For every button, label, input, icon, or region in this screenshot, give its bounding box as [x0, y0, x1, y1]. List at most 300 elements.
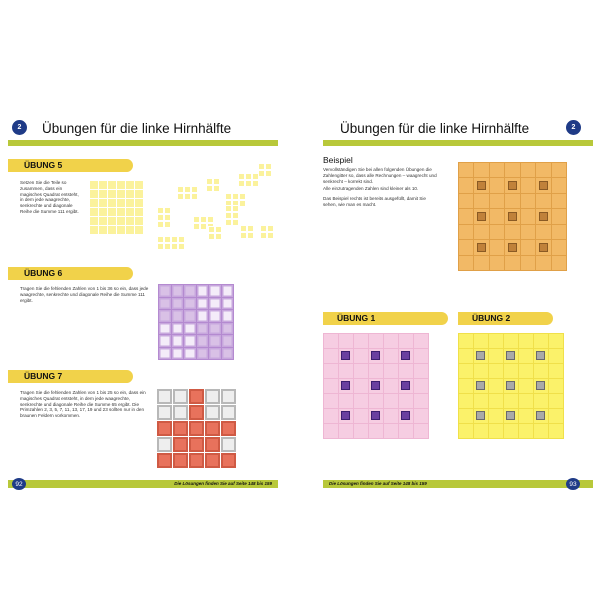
grid-cell: [549, 349, 563, 363]
u5-piece-cell: [238, 173, 245, 180]
u5-piece-cell: [164, 243, 171, 250]
u5-piece-cell: [240, 232, 247, 239]
grid-cell: [519, 334, 533, 348]
grid-cell: [549, 394, 563, 408]
u7-cell: [173, 405, 188, 420]
block-cell: [339, 349, 353, 363]
grid-cell: [552, 178, 566, 192]
u5-piece-cell: [157, 214, 164, 221]
u5-piece-cell: [239, 193, 246, 200]
u5-piece-cell: [265, 170, 272, 177]
u6-cell: [159, 335, 171, 347]
grid-cell: [399, 364, 413, 378]
u5-piece-cell: [191, 193, 198, 200]
block-cell: [505, 178, 519, 192]
u7-cell: [189, 421, 204, 436]
grid-cell: [490, 178, 504, 192]
u5-piece-cell: [238, 180, 245, 187]
block-square: [506, 351, 515, 360]
u5-empty-cell: [117, 199, 125, 207]
grid-cell: [521, 194, 535, 208]
block-square: [506, 411, 515, 420]
u5-piece-cell: [267, 232, 274, 239]
u5-piece-cell: [164, 214, 171, 221]
block-cell: [505, 240, 519, 254]
u5-empty-cell: [90, 190, 98, 198]
grid-cell: [521, 240, 535, 254]
u6-cell: [222, 285, 234, 297]
grid-cell: [459, 240, 473, 254]
grid-cell: [552, 209, 566, 223]
u5-piece-cell: [164, 221, 171, 228]
u5-piece: [177, 186, 198, 200]
u5-empty-cell: [99, 217, 107, 225]
u7-cell: [205, 453, 220, 468]
u6-cell: [209, 310, 221, 322]
u7-cell: [221, 389, 236, 404]
grid-cell: [474, 364, 488, 378]
grid-cell: [459, 334, 473, 348]
grid-cell: [384, 424, 398, 438]
grid-cell: [459, 209, 473, 223]
grid-cell: [505, 225, 519, 239]
grid-cell: [354, 334, 368, 348]
beispiel-grid: [458, 162, 567, 271]
u5-empty-grid: [90, 181, 143, 234]
u5-empty-cell: [135, 190, 143, 198]
u5-piece-cell: [215, 226, 222, 233]
grid-cell: [459, 349, 473, 363]
grid-cell: [339, 334, 353, 348]
u5-piece-cell: [213, 178, 220, 185]
u5-empty-cell: [90, 199, 98, 207]
grid-cell: [354, 364, 368, 378]
u6-cell: [172, 298, 184, 310]
block-cell: [536, 240, 550, 254]
block-square: [371, 381, 380, 390]
block-square: [401, 351, 410, 360]
u5-empty-cell: [117, 226, 125, 234]
block-cell: [505, 209, 519, 223]
grid-cell: [324, 364, 338, 378]
u7-cell: [173, 437, 188, 452]
grid-cell: [459, 394, 473, 408]
grid-cell: [474, 394, 488, 408]
u5-piece-cell: [177, 193, 184, 200]
u6-cell: [184, 348, 196, 360]
grid-cell: [474, 163, 488, 177]
block-square: [341, 411, 350, 420]
u6-cell: [209, 298, 221, 310]
u5-empty-cell: [126, 226, 134, 234]
u5-piece-cell: [171, 243, 178, 250]
grid-cell: [339, 364, 353, 378]
u7-cell: [157, 421, 172, 436]
u5-empty-cell: [126, 190, 134, 198]
u5-piece-cell: [206, 178, 213, 185]
u5-piece: [208, 226, 222, 240]
right-header-bar: [323, 140, 593, 146]
grid-cell: [490, 256, 504, 270]
u6-cell: [172, 335, 184, 347]
grid-cell: [521, 225, 535, 239]
u6-magic-square: [158, 284, 234, 360]
grid-cell: [519, 364, 533, 378]
grid-cell: [489, 424, 503, 438]
u5-piece-cell: [267, 225, 274, 232]
u6-text: Tragen Sie die fehlenden Zahlen von 1 bis 36 so ein, dass jede waagrechte, senkrechte und diagonale Reihe die Summe 111 ergibt.: [20, 286, 149, 303]
u6-cell: [159, 310, 171, 322]
grid-cell: [384, 379, 398, 393]
u5-empty-cell: [90, 226, 98, 234]
grid-cell: [549, 379, 563, 393]
u5-piece-cell: [164, 236, 171, 243]
grid-cell: [536, 256, 550, 270]
grid-cell: [505, 163, 519, 177]
grid-cell: [489, 364, 503, 378]
grid-cell: [324, 409, 338, 423]
grid-cell: [459, 194, 473, 208]
u5-piece-cell: [225, 205, 232, 212]
u5-piece-cell: [215, 233, 222, 240]
u5-empty-cell: [126, 217, 134, 225]
u5-piece: [225, 205, 239, 226]
u6-cell: [197, 285, 209, 297]
u5-empty-cell: [99, 226, 107, 234]
u5-piece: [157, 236, 185, 250]
grid-cell: [489, 334, 503, 348]
u5-piece-cell: [157, 236, 164, 243]
grid-cell: [324, 394, 338, 408]
grid-cell: [354, 424, 368, 438]
grid-cell: [536, 194, 550, 208]
grid-cell: [489, 409, 503, 423]
grid-cell: [489, 394, 503, 408]
u5-piece-cell: [178, 243, 185, 250]
u5-piece-cell: [239, 200, 246, 207]
block-cell: [339, 409, 353, 423]
beispiel-p3: Das Beispiel rechts ist bereits ausgefüllt, damit Sie sehen, wie man es macht.: [323, 196, 426, 207]
grid-cell: [414, 334, 428, 348]
grid-cell: [549, 364, 563, 378]
u5-piece-cell: [245, 173, 252, 180]
u5-empty-cell: [99, 181, 107, 189]
u6-cell: [172, 310, 184, 322]
block-square: [341, 351, 350, 360]
grid-cell: [505, 194, 519, 208]
right-footer-bar: [323, 480, 593, 488]
ex1-grid: [323, 333, 429, 439]
grid-cell: [459, 424, 473, 438]
u7-cell: [173, 453, 188, 468]
block-cell: [369, 409, 383, 423]
u5-empty-cell: [108, 217, 116, 225]
u5-piece-cell: [193, 216, 200, 223]
u5-empty-cell: [108, 226, 116, 234]
u5-piece-cell: [207, 216, 214, 223]
u5-piece-cell: [157, 221, 164, 228]
block-square: [536, 411, 545, 420]
left-chapter-badge: 2: [12, 120, 27, 135]
grid-cell: [490, 209, 504, 223]
u6-cell: [184, 323, 196, 335]
grid-cell: [384, 394, 398, 408]
grid-cell: [534, 334, 548, 348]
u5-empty-cell: [99, 199, 107, 207]
u5-empty-cell: [108, 199, 116, 207]
u6-cell: [159, 298, 171, 310]
block-square: [536, 381, 545, 390]
u5-piece-cell: [258, 163, 265, 170]
u5-piece-cell: [157, 243, 164, 250]
block-cell: [369, 349, 383, 363]
grid-cell: [552, 240, 566, 254]
grid-cell: [474, 225, 488, 239]
u5-text: Setzen Sie die Teile so zusammen, dass ein magisches Quadrat entsteht, in dem jede waagrechte, senkrechte und diagonale Reihe die Summe 111 ergibt.: [20, 180, 79, 214]
grid-cell: [354, 394, 368, 408]
grid-cell: [354, 379, 368, 393]
u5-piece-cell: [177, 186, 184, 193]
u7-cell: [221, 421, 236, 436]
block-cell: [504, 349, 518, 363]
grid-cell: [339, 424, 353, 438]
u6-cell: [159, 348, 171, 360]
grid-cell: [534, 424, 548, 438]
u5-piece: [240, 225, 254, 239]
u7-cell: [205, 405, 220, 420]
block-square: [506, 381, 515, 390]
u7-cell: [205, 389, 220, 404]
u6-cell: [222, 323, 234, 335]
block-cell: [536, 178, 550, 192]
u5-empty-cell: [126, 199, 134, 207]
grid-cell: [459, 225, 473, 239]
grid-cell: [549, 409, 563, 423]
u5-piece-cell: [258, 170, 265, 177]
block-cell: [399, 379, 413, 393]
grid-cell: [384, 364, 398, 378]
u6-cell: [172, 348, 184, 360]
u5-empty-cell: [108, 181, 116, 189]
u6-cell: [197, 298, 209, 310]
grid-cell: [489, 379, 503, 393]
grid-cell: [369, 394, 383, 408]
u6-cell: [209, 285, 221, 297]
u5-piece-cell: [247, 225, 254, 232]
grid-cell: [504, 334, 518, 348]
u5-piece-cell: [232, 212, 239, 219]
u6-cell: [184, 298, 196, 310]
u7-cell: [173, 421, 188, 436]
grid-cell: [414, 409, 428, 423]
grid-cell: [552, 225, 566, 239]
u5-piece-cell: [213, 185, 220, 192]
block-square: [371, 411, 380, 420]
left-page-number: 92: [12, 478, 26, 490]
u7-cell: [189, 405, 204, 420]
grid-cell: [519, 349, 533, 363]
beispiel-title: Beispiel: [323, 155, 353, 165]
block-square: [476, 381, 485, 390]
grid-cell: [324, 379, 338, 393]
block-square: [476, 411, 485, 420]
grid-cell: [521, 178, 535, 192]
u5-empty-cell: [117, 181, 125, 189]
u5-label: ÜBUNG 5: [8, 159, 133, 172]
grid-cell: [549, 424, 563, 438]
u6-label: ÜBUNG 6: [8, 267, 133, 280]
block-cell: [399, 409, 413, 423]
block-square: [476, 351, 485, 360]
u6-cell: [172, 285, 184, 297]
u5-piece-cell: [193, 223, 200, 230]
u7-cell: [189, 389, 204, 404]
u5-piece-cell: [191, 186, 198, 193]
u5-empty-cell: [117, 208, 125, 216]
u7-cell: [189, 437, 204, 452]
u5-piece-cell: [247, 232, 254, 239]
u6-cell: [209, 323, 221, 335]
u5-piece: [238, 173, 259, 187]
grid-cell: [536, 225, 550, 239]
u5-piece-cell: [232, 219, 239, 226]
beispiel-p1: Vervollständigen Sie bei allen folgenden Übungen die Zahlengitter so, dass alle Rechnungen – waagrecht und senkrecht – korrekt sind.: [323, 167, 437, 184]
grid-cell: [414, 364, 428, 378]
u7-cell: [157, 437, 172, 452]
grid-cell: [459, 163, 473, 177]
u6-cell: [197, 335, 209, 347]
grid-cell: [324, 424, 338, 438]
u5-piece-cell: [200, 216, 207, 223]
u5-piece-cell: [225, 212, 232, 219]
block-cell: [474, 379, 488, 393]
u7-cell: [157, 453, 172, 468]
u6-cell: [222, 298, 234, 310]
grid-cell: [354, 409, 368, 423]
u5-empty-cell: [108, 208, 116, 216]
u5-piece-cell: [225, 193, 232, 200]
u7-cell: [221, 437, 236, 452]
grid-cell: [490, 240, 504, 254]
grid-cell: [552, 194, 566, 208]
block-square: [477, 243, 486, 252]
u5-piece-cell: [206, 185, 213, 192]
grid-cell: [384, 349, 398, 363]
grid-cell: [519, 409, 533, 423]
u5-empty-cell: [108, 190, 116, 198]
block-cell: [369, 379, 383, 393]
grid-cell: [534, 364, 548, 378]
u5-piece-cell: [171, 236, 178, 243]
right-page-number: 93: [566, 478, 580, 490]
u6-cell: [197, 348, 209, 360]
u6-cell: [209, 348, 221, 360]
grid-cell: [369, 334, 383, 348]
grid-cell: [324, 334, 338, 348]
block-cell: [474, 349, 488, 363]
beispiel-p2: Alle einzutragenden Zahlen sind kleiner als 10.: [323, 186, 419, 191]
block-square: [536, 351, 545, 360]
grid-cell: [399, 334, 413, 348]
u5-empty-cell: [90, 217, 98, 225]
u6-cell: [159, 285, 171, 297]
grid-cell: [521, 209, 535, 223]
grid-cell: [519, 424, 533, 438]
u5-piece: [157, 207, 171, 228]
grid-cell: [552, 163, 566, 177]
grid-cell: [490, 163, 504, 177]
grid-cell: [490, 225, 504, 239]
u5-piece-cell: [184, 186, 191, 193]
u7-cell: [157, 389, 172, 404]
right-page-title: Übungen für die linke Hirnhälfte: [340, 121, 530, 136]
grid-cell: [399, 394, 413, 408]
grid-cell: [384, 334, 398, 348]
u5-piece-cell: [157, 207, 164, 214]
block-square: [477, 212, 486, 221]
u5-empty-cell: [90, 208, 98, 216]
u7-cell: [189, 453, 204, 468]
u5-empty-cell: [90, 181, 98, 189]
block-cell: [534, 409, 548, 423]
u7-text: Tragen Sie die fehlenden Zahlen von 1 bis 25 so ein, dass ein magisches Quadrat entsteht, in dem jede waagrechte, senkrechte und diagonale Reihe die Summe 65 ergibt. Die Primzahlen 2, 3, 5, 7, 11, 13, 17, 19 und 23 sollten nur in den braunen Feldern vorkommen.: [20, 390, 146, 419]
grid-cell: [459, 364, 473, 378]
u5-piece-cell: [225, 219, 232, 226]
u5-empty-cell: [126, 208, 134, 216]
u5-piece-cell: [184, 193, 191, 200]
block-square: [401, 381, 410, 390]
ex1-label: ÜBUNG 1: [323, 312, 448, 325]
u5-piece-cell: [232, 193, 239, 200]
block-square: [341, 381, 350, 390]
left-page-title: Übungen für die linke Hirnhälfte: [42, 121, 232, 136]
u5-empty-cell: [135, 181, 143, 189]
block-square: [508, 181, 517, 190]
u5-empty-cell: [117, 190, 125, 198]
grid-cell: [414, 394, 428, 408]
block-cell: [474, 178, 488, 192]
grid-cell: [474, 194, 488, 208]
block-cell: [536, 209, 550, 223]
u7-cell: [221, 453, 236, 468]
grid-cell: [414, 424, 428, 438]
u5-piece-cell: [252, 180, 259, 187]
grid-cell: [324, 349, 338, 363]
block-square: [508, 212, 517, 221]
u7-cell: [221, 405, 236, 420]
u5-empty-cell: [135, 208, 143, 216]
block-cell: [504, 409, 518, 423]
block-cell: [504, 379, 518, 393]
grid-cell: [414, 349, 428, 363]
u6-cell: [172, 323, 184, 335]
left-footer-text: Die Lösungen finden Sie auf Seite 148 bis 159: [174, 481, 272, 486]
u5-empty-cell: [135, 199, 143, 207]
u5-piece: [258, 163, 272, 177]
block-square: [539, 212, 548, 221]
u6-cell: [222, 335, 234, 347]
u5-piece-cell: [200, 223, 207, 230]
grid-cell: [369, 364, 383, 378]
right-chapter-badge: 2: [566, 120, 581, 135]
u6-cell: [184, 335, 196, 347]
grid-cell: [519, 394, 533, 408]
grid-cell: [519, 379, 533, 393]
grid-cell: [369, 424, 383, 438]
u5-empty-cell: [117, 217, 125, 225]
u5-piece-cell: [260, 232, 267, 239]
block-cell: [474, 409, 488, 423]
